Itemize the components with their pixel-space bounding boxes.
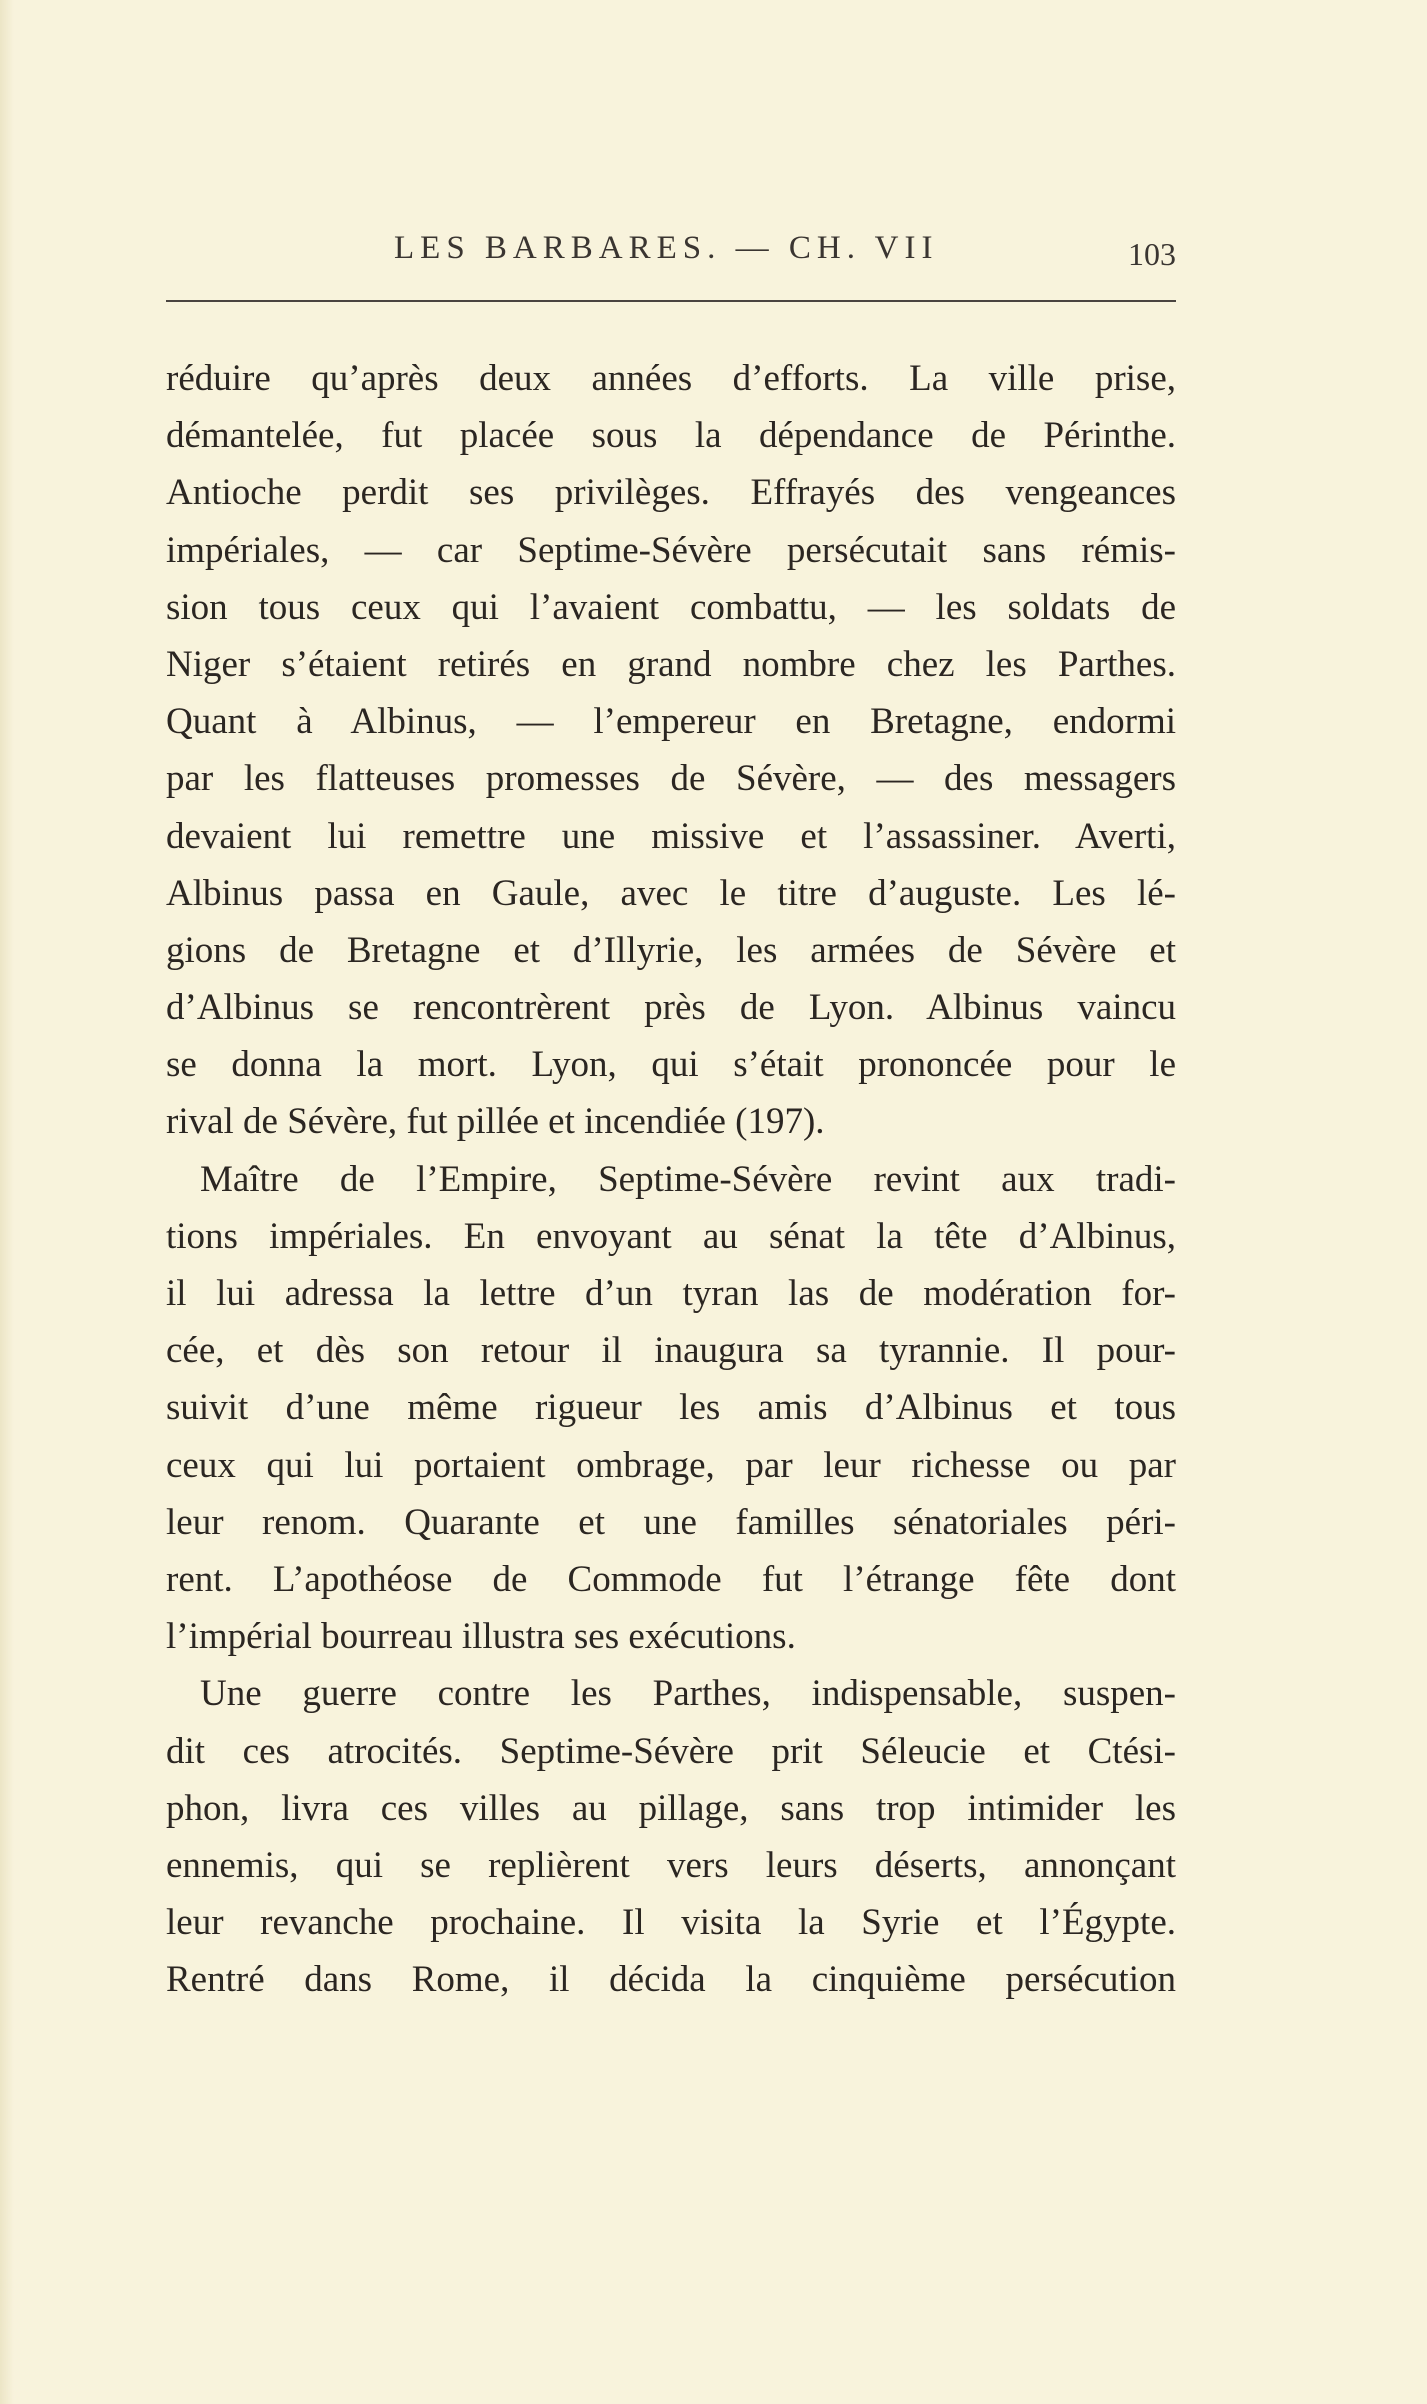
text-line: ennemis, qui se replièrent vers leurs déserts, annonçant [166, 1844, 1176, 1886]
text-line: démantelée, fut placée sous la dépendance de Périnthe. [166, 415, 1176, 457]
text-line: leur revanche prochaine. Il visita la Syrie et l’Égypte. [166, 1902, 1176, 1944]
text-line: Quant à Albinus, — l’empereur en Bretagne, endormi [166, 701, 1176, 743]
text-line: leur renom. Quarante et une familles sénatoriales péri- [166, 1501, 1176, 1543]
text-line: gions de Bretagne et d’Illyrie, les armées de Sévère et [166, 929, 1176, 971]
text-line: réduire qu’après deux années d’efforts. La ville prise, [166, 358, 1176, 399]
text-line: Antioche perdit ses privilèges. Effrayés des vengeances [166, 472, 1176, 514]
text-line: d’Albinus se rencontrèrent près de Lyon. Albinus vaincu [166, 987, 1176, 1029]
text-line: suivit d’une même rigueur les amis d’Albinus et tous [166, 1387, 1176, 1429]
header-rule [166, 300, 1176, 302]
running-title: LES BARBARES. — CH. VII [394, 230, 939, 266]
text-line: se donna la mort. Lyon, qui s’était prononcée pour le [166, 1044, 1176, 1086]
text-line: Albinus passa en Gaule, avec le titre d’auguste. Les lé- [166, 872, 1176, 914]
text-line: Niger s’étaient retirés en grand nombre chez les Parthes. [166, 643, 1176, 685]
text-line: Rentré dans Rome, il décida la cinquième persécution [166, 1959, 1176, 2001]
text-line: ceux qui lui portaient ombrage, par leur richesse ou par [166, 1444, 1176, 1486]
paragraph-last-line: l’impérial bourreau illustra ses exécutions. [166, 1616, 796, 1658]
text-line: sion tous ceux qui l’avaient combattu, — les soldats de [166, 586, 1176, 628]
text-line: phon, livra ces villes au pillage, sans trop intimider les [166, 1787, 1176, 1829]
text-line: devaient lui remettre une missive et l’assassiner. Averti, [166, 815, 1176, 857]
text-line: il lui adressa la lettre d’un tyran las de modération for- [166, 1273, 1176, 1314]
page-header [166, 222, 1176, 282]
paragraph-first-line: Maître de l’Empire, Septime-Sévère revint aux tradi- [200, 1158, 1176, 1200]
text-line: tions impériales. En envoyant au sénat la tête d’Albinus, [166, 1215, 1176, 1257]
text-line: dit ces atrocités. Septime-Sévère prit Séleucie et Ctési- [166, 1730, 1176, 1772]
text-line: par les flatteuses promesses de Sévère, — des messagers [166, 758, 1176, 800]
paragraph-last-line: rival de Sévère, fut pillée et incendiée (197). [166, 1101, 825, 1143]
body-text [166, 350, 1176, 2008]
text-line: rent. L’apothéose de Commode fut l’étrange fête dont [166, 1558, 1176, 1600]
text-line: cée, et dès son retour il inaugura sa tyrannie. Il pour- [166, 1330, 1176, 1372]
text-line: impériales, — car Septime-Sévère persécutait sans rémis- [166, 529, 1176, 571]
page-number: 103 [1128, 236, 1176, 272]
page-edge-shadow [0, 0, 14, 2404]
paragraph-first-line: Une guerre contre les Parthes, indispensable, suspen- [200, 1673, 1176, 1715]
